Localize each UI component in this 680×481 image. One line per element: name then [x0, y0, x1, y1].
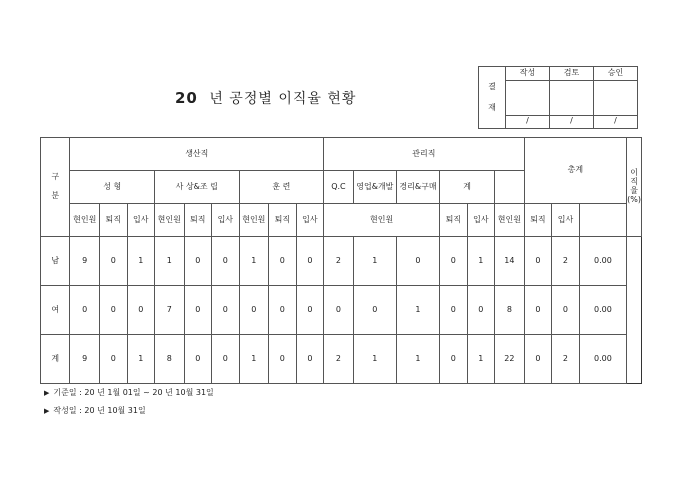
note-written-date-text: 작성일 : 20 년 10월 31일: [53, 406, 146, 415]
cell-value: 0: [440, 237, 468, 286]
col-join: 입사: [467, 204, 495, 237]
sub-molding: 성 형: [70, 171, 155, 204]
col-current: 현인원: [495, 204, 525, 237]
cell-value: 0: [184, 237, 212, 286]
approval-col-write: 작성: [506, 67, 550, 81]
cell-value: 14: [495, 237, 525, 286]
cell-value: 0: [296, 286, 324, 335]
cell-value: 0: [212, 335, 240, 384]
col-current: 현인원: [70, 204, 99, 237]
approval-sign-approve[interactable]: [594, 81, 638, 116]
approval-date-write[interactable]: /: [506, 115, 550, 128]
cell-value: 22: [495, 335, 525, 384]
cell-value: 0: [184, 335, 212, 384]
sub-accounting-purchase: 경리&구매: [396, 171, 439, 204]
cell-value: 8: [155, 335, 184, 384]
corner-header: [41, 138, 70, 237]
cell-value: 0: [99, 286, 127, 335]
approval-box: [478, 66, 638, 129]
triangle-bullet-icon: ▶: [44, 389, 50, 397]
cell-value: 1: [127, 335, 155, 384]
cell-value: 0: [467, 286, 495, 335]
cell-value: 0: [212, 286, 240, 335]
col-join: 입사: [296, 204, 324, 237]
row-label: 계: [41, 335, 70, 384]
group-total: 총계: [524, 138, 627, 204]
page-title: [175, 88, 356, 108]
cell-value: 0: [269, 286, 297, 335]
row-label: 여: [41, 286, 70, 335]
col-current: 현인원: [239, 204, 268, 237]
cell-value: 9: [70, 237, 99, 286]
col-join: 입사: [552, 204, 580, 237]
cell-value: 0: [396, 237, 439, 286]
cell-value: 1: [396, 335, 439, 384]
cell-value: 0: [239, 286, 268, 335]
note-base-date-text: 기준일 : 20 년 1월 01일 ~ 20 년 10월 31일: [53, 388, 214, 397]
table-row-male: [41, 237, 642, 286]
sub-finishing-assembly: 사 상&조 립: [155, 171, 240, 204]
table-row-female: [41, 286, 642, 335]
col-current: 현인원: [155, 204, 184, 237]
approval-side-char: 결: [488, 81, 496, 91]
col-join: 입사: [212, 204, 240, 237]
cell-value: 8: [495, 286, 525, 335]
cell-value: 0: [70, 286, 99, 335]
col-leave: 퇴직: [99, 204, 127, 237]
cell-value: 2: [324, 237, 354, 286]
col-leave: 퇴직: [524, 204, 552, 237]
approval-date-approve[interactable]: /: [594, 115, 638, 128]
cell-value: 1: [127, 237, 155, 286]
corner-char: 분: [51, 191, 60, 200]
group-management: 관리직: [324, 138, 525, 171]
cell-value: 0: [353, 286, 396, 335]
cell-value: 1: [353, 237, 396, 286]
sub-qc: Q.C: [324, 171, 354, 204]
cell-value: 0.00: [579, 286, 626, 335]
cell-value: 1: [396, 286, 439, 335]
cell-value: 0: [524, 335, 552, 384]
cell-value: 7: [155, 286, 184, 335]
sub-training: 훈 련: [239, 171, 324, 204]
group-production: 생산직: [70, 138, 324, 171]
note-written-date: [44, 405, 146, 416]
approval-side-label: [479, 67, 506, 129]
turnover-header: 이직율(%): [627, 138, 642, 237]
cell-value: 1: [239, 335, 268, 384]
cell-value: 0.00: [579, 237, 626, 286]
col-mgmt-current: 현인원: [324, 204, 440, 237]
note-base-date: [44, 387, 214, 398]
cell-value: 1: [155, 237, 184, 286]
cell-value: 0: [524, 237, 552, 286]
col-leave: 퇴직: [184, 204, 212, 237]
approval-sign-review[interactable]: [550, 81, 594, 116]
cell-value: 1: [467, 335, 495, 384]
corner-char: 구: [51, 172, 60, 182]
cell-value: 0.00: [579, 335, 626, 384]
cell-value: 0: [269, 335, 297, 384]
turnover-table: [40, 137, 642, 384]
approval-side-char: 재: [488, 102, 496, 112]
cell-value: 0: [552, 286, 580, 335]
cell-value: 2: [552, 237, 580, 286]
approval-col-review: 검토: [550, 67, 594, 81]
approval-sign-write[interactable]: [506, 81, 550, 116]
cell-value: 2: [552, 335, 580, 384]
cell-value: 9: [70, 335, 99, 384]
col-join: 입사: [127, 204, 155, 237]
col-leave: 퇴직: [269, 204, 297, 237]
cell-value: 0: [99, 335, 127, 384]
title-text: 년 공정별 이직율 현황: [209, 91, 357, 107]
cell-value: 0: [440, 335, 468, 384]
sub-mgmt-total: 계: [440, 171, 495, 204]
cell-value: 1: [467, 237, 495, 286]
cell-value: 0: [127, 286, 155, 335]
approval-date-review[interactable]: /: [550, 115, 594, 128]
sub-sales-dev: 영업&개발: [353, 171, 396, 204]
row-label: 남: [41, 237, 70, 286]
cell-value: 0: [212, 237, 240, 286]
col-leave: 퇴직: [440, 204, 468, 237]
cell-value: 1: [239, 237, 268, 286]
cell-value: 0: [324, 286, 354, 335]
approval-col-approve: 승인: [594, 67, 638, 81]
cell-value: 0: [184, 286, 212, 335]
cell-value: 0: [269, 237, 297, 286]
cell-value: 0: [296, 237, 324, 286]
table-row-total: [41, 335, 642, 384]
cell-value: 1: [353, 335, 396, 384]
cell-value: 0: [524, 286, 552, 335]
cell-value: 2: [324, 335, 354, 384]
title-year: 20: [175, 89, 198, 107]
cell-value: 0: [296, 335, 324, 384]
cell-value: 0: [99, 237, 127, 286]
triangle-bullet-icon: ▶: [44, 407, 50, 415]
cell-value: 0: [440, 286, 468, 335]
